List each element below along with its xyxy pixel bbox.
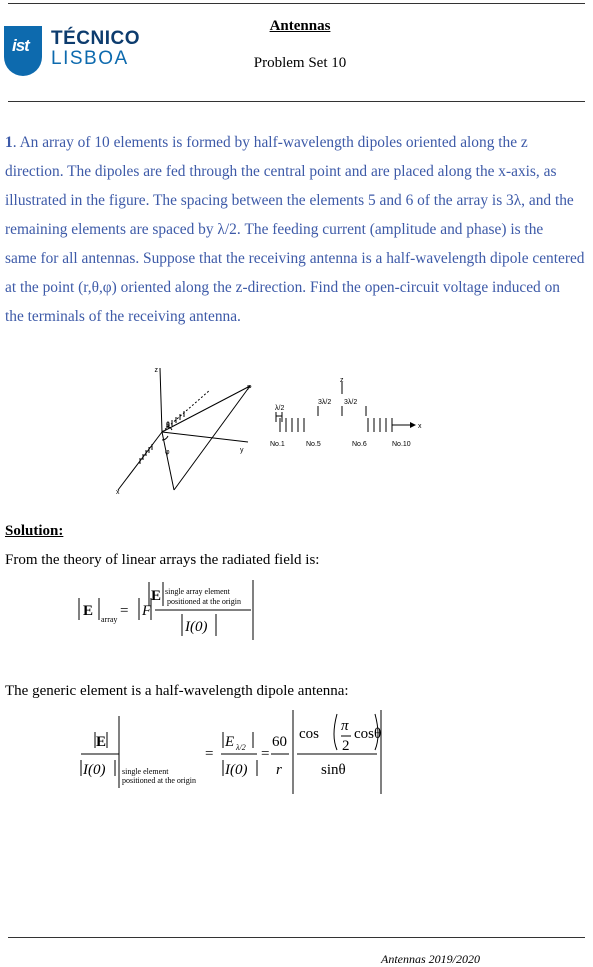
label-x-left: x [116,489,120,495]
tecnico-lisboa-logo [4,26,144,78]
equation-dipole-field [75,708,395,794]
eq2-cos: cos [299,726,319,742]
generic-element-text: The generic element is a half-wavelength dipole antenna: [5,683,349,699]
problem-line-6: at the point (r,θ,φ) oriented along the z-direction. Find the open-circuit voltage induced on [5,279,560,296]
problem-line-7: the terminals of the receiving antenna. [5,308,241,325]
eq2-den: I(0) [83,762,106,778]
problem-line-1: An array of 10 elements is formed by half-wavelength dipoles oriented along the z [19,134,528,151]
label-no10: No.10 [392,441,411,448]
eq1-lhs: E [83,603,94,619]
problem-line-4: remaining elements are spaced by λ/2. The feeding current (amplitude and phase) is the [5,221,544,238]
eq1-num-sub2: positioned at the origin [167,597,241,606]
label-p: P [247,385,252,392]
eq2-equals-1: = [205,746,214,762]
footer-text: Antennas 2019/2020 [381,952,480,966]
solution-heading: Solution: [5,523,64,539]
eq2-two: 2 [342,738,350,754]
eq1-num-sub1: single array element [165,587,230,596]
eq2-r: r [276,762,282,778]
eq2-mid-num: E [225,734,235,750]
eq2-pi: π [341,718,349,734]
label-z-left: z [154,367,158,374]
solution-intro: From the theory of linear arrays the radiated field is: [5,552,320,568]
problem-statement: 1. An array of 10 elements is formed by half-wavelength dipoles oriented along the z direction. The dipoles are fed through the central point and are placed along the x-axis, as illustrated in the figure. The spacing between the elements 5 and 6 of the array is 3λ, and the remaining elements are spaced by λ/2. The feeding current (amplitude and phase) is the same for all antennas. Suppose that the receiving antenna is a half-wavelength dipole centered at the point (r,θ,φ) oriented along the z-direction. Find the open-circuit voltage induced on the terminals of the receiving antenna. [5,128,593,331]
eq2-sintheta: sinθ [321,762,346,778]
label-x-right: x [418,423,422,430]
eq2-costheta: cosθ [354,726,382,742]
label-y: y [240,447,244,454]
problem-line-2: direction. The dipoles are fed through the central point and are placed along the x-axis, as [5,163,557,180]
footer-rule [8,937,585,938]
eq1-num: E [151,588,162,604]
page-subtitle: Problem Set 10 [253,55,347,71]
label-three-half-lambda-1: 3λ/2 [318,399,332,406]
label-half-lambda: λ/2 [275,405,285,412]
eq2-num: E [96,734,107,750]
eq2-equals-2: = [261,746,270,762]
label-three-half-lambda-2: 3λ/2 [344,399,358,406]
logo-line-2: LISBOA [51,48,129,69]
label-no5: No.5 [306,441,321,448]
eq1-equals: = [120,603,129,619]
eq2-sub1: single element [122,767,169,776]
eq2-mid-den: I(0) [225,762,248,778]
label-z-right: z [340,377,344,384]
ist-shield-icon: ist [4,26,42,76]
eq1-den: I(0) [185,619,208,635]
label-no6: No.6 [352,441,367,448]
eq2-sub2: positioned at the origin [122,776,196,785]
label-theta: θ [166,422,170,429]
array-geometry-figure [110,360,450,495]
label-no1: No.1 [270,441,285,448]
top-rule [8,3,585,4]
header-rule [8,101,585,102]
eq2-mid-sub: λ/2 [236,743,246,752]
eq1-f: F [142,603,152,619]
problem-line-5: same for all antennas. Suppose that the receiving antenna is a half-wavelength dipole centered [5,250,585,267]
problem-line-3: illustrated in the figure. The spacing between the elements 5 and 6 of the array is 3λ, and the [5,192,574,209]
logo-line-1: TÉCNICO [51,28,140,49]
page-title: Antennas [269,18,331,34]
eq2-coef: 60 [272,734,287,750]
equation-array-field [75,578,275,640]
label-phi: φ [165,449,170,456]
eq1-lhs-sub: array [101,615,118,624]
problem-number: 1 [5,134,13,151]
